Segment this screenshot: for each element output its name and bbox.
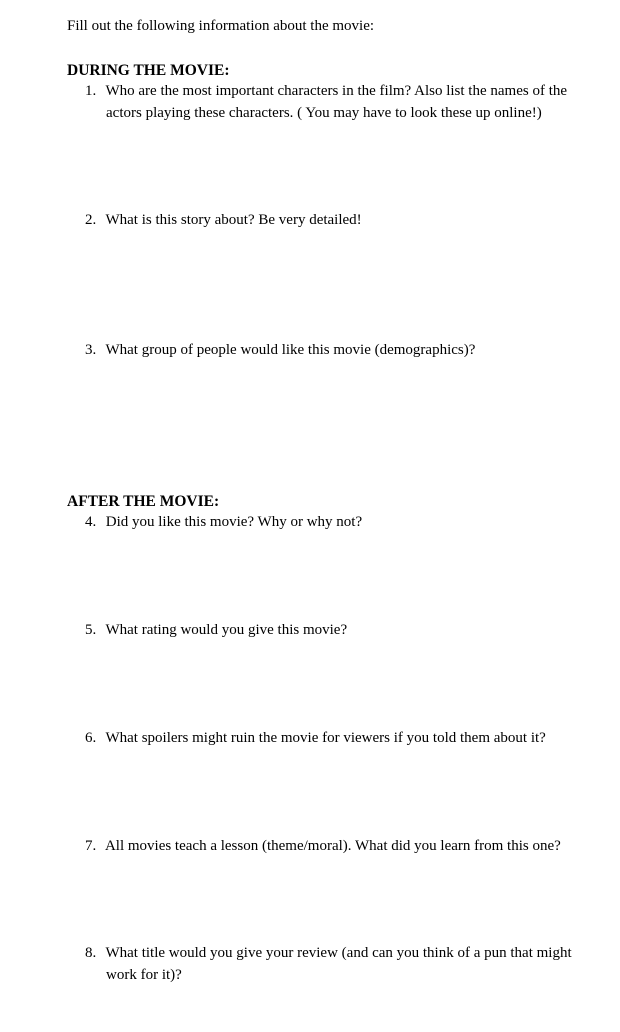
- question-1-continuation: actors playing these characters. ( You may have to look these up online!): [106, 105, 542, 121]
- intro-text: Fill out the following information about the movie:: [67, 18, 375, 34]
- question-number: 4.: [85, 514, 97, 530]
- question-8-continuation: work for it)?: [106, 967, 182, 983]
- question-1: [85, 81, 567, 102]
- question-number: 5.: [85, 622, 97, 638]
- question-2: [85, 210, 362, 231]
- question-number: 6.: [85, 730, 97, 746]
- question-5: [85, 620, 347, 641]
- question-7: [85, 836, 561, 857]
- question-text: All movies teach a lesson (theme/moral). What did you learn from this one?: [104, 838, 561, 854]
- question-text: Did you like this movie? Why or why not?: [105, 514, 363, 530]
- question-8: [85, 943, 572, 964]
- question-6: [85, 728, 546, 749]
- question-number: 7.: [85, 838, 97, 854]
- question-text: What title would you give your review (and can you think of a pun that might: [105, 945, 572, 961]
- question-number: 1.: [85, 83, 97, 99]
- after-heading: AFTER THE MOVIE:: [67, 493, 220, 510]
- question-3: [85, 340, 475, 361]
- question-number: 3.: [85, 342, 97, 358]
- question-number: 8.: [85, 945, 97, 961]
- question-text: What group of people would like this movie (demographics)?: [105, 342, 476, 358]
- question-text: Who are the most important characters in the film? Also list the names of the: [105, 83, 568, 99]
- question-number: 2.: [85, 212, 97, 228]
- question-text: What spoilers might ruin the movie for viewers if you told them about it?: [105, 730, 546, 746]
- question-text: What rating would you give this movie?: [105, 622, 348, 638]
- during-heading: DURING THE MOVIE:: [67, 62, 230, 79]
- question-4: [85, 512, 362, 533]
- question-text: What is this story about? Be very detailed!: [105, 212, 362, 228]
